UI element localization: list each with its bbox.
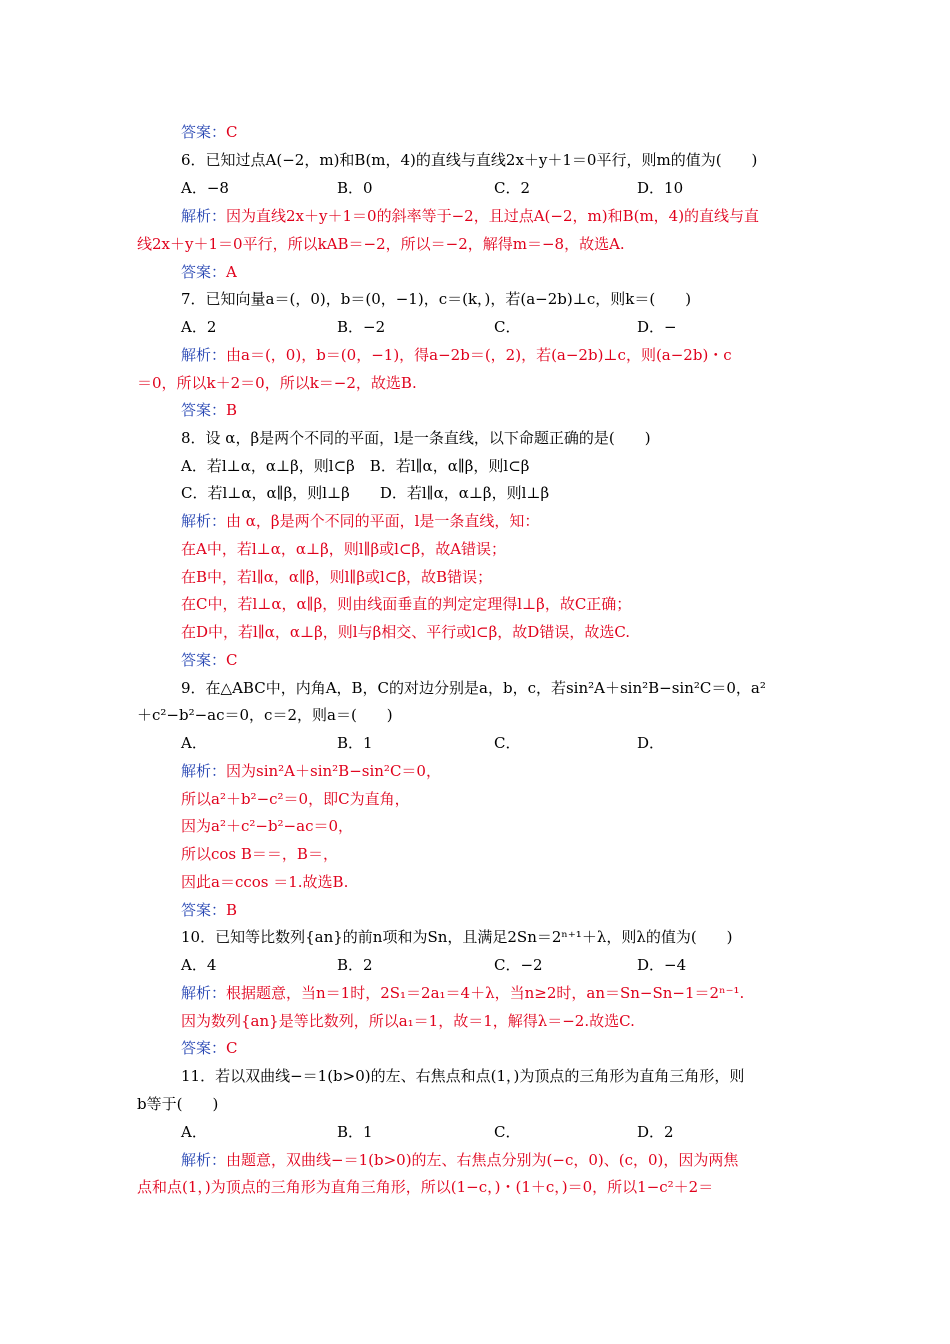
question-6: 6．已知过点A(−2，m)和B(m，4)的直线与直线2x＋y＋1＝0平行，则m的值为( ) — [181, 151, 758, 169]
solution-text: 因为直线2x＋y＋1＝0的斜率等于−2，且过点A(−2，m)和B(m，4)的直线与直 — [226, 207, 760, 225]
option-c: C． — [494, 318, 521, 336]
solution-8-line-5: 在D中，若l∥α，α⊥β，则l与β相交、平行或l⊂β，故D错误，故选C. — [181, 623, 631, 641]
question-7: 7．已知向量a＝(，0)，b＝(0，−1)，c＝(k，)，若(a−2b)⊥c，则k＝( ) — [181, 290, 692, 308]
option-c: C．2 — [494, 179, 531, 197]
solution-10-line-1 — [181, 982, 744, 1004]
question-11-line-1: 11．若以双曲线−＝1(b>0)的左、右焦点和点(1，)为顶点的三角形为直角三角形，则 — [181, 1067, 745, 1085]
option-a: A．4 — [181, 956, 217, 974]
option-b: B．2 — [337, 956, 373, 974]
solution-label: 解析： — [181, 762, 227, 780]
option-b: B．1 — [337, 734, 373, 752]
solution-6-line-2: 线2x＋y＋1＝0平行，所以kAB＝−2，所以＝−2，解得m＝−8，故选A. — [137, 235, 625, 253]
option-c: C． — [494, 1123, 521, 1141]
solution-label: 解析： — [181, 1151, 227, 1169]
solution-11-line-1 — [181, 1149, 738, 1171]
solution-6-line-1 — [181, 205, 759, 227]
question-10-options — [181, 954, 801, 976]
question-9-line-1: 9．在△ABC中，内角A，B，C的对边分别是a，b，c，若sin²A＋sin²B−sin²C＝0，a² — [181, 679, 766, 697]
answer-label: 答案： — [181, 263, 227, 281]
answer-5 — [181, 121, 238, 143]
answer-9 — [181, 899, 237, 921]
answer-6 — [181, 261, 237, 283]
question-8-options-ab: A．若l⊥α，α⊥β，则l⊂β B．若l∥α，α∥β，则l⊂β — [181, 457, 530, 475]
question-8: 8．设 α，β是两个不同的平面，l是一条直线，以下命题正确的是( ) — [181, 429, 651, 447]
option-d: D．2 — [637, 1123, 674, 1141]
option-a: A． — [181, 1123, 207, 1141]
solution-10-line-2: 因为数列{an}是等比数列，所以a₁＝1，故＝1，解得λ＝−2.故选C. — [181, 1012, 635, 1030]
option-b: B．1 — [337, 1123, 373, 1141]
solution-label: 解析： — [181, 512, 227, 530]
option-d: D．−4 — [637, 956, 687, 974]
answer-7 — [181, 399, 237, 421]
solution-text: 由a＝(，0)，b＝(0，−1)，得a−2b＝(，2)，若(a−2b)⊥c，则(a−2b)・c — [226, 346, 732, 364]
option-a: A．2 — [181, 318, 217, 336]
question-6-options — [181, 177, 801, 199]
option-d: D．− — [637, 318, 677, 336]
option-a: A． — [181, 734, 207, 752]
solution-8-line-4: 在C中，若l⊥α，α∥β，则由线面垂直的判定定理得l⊥β，故C正确； — [181, 595, 632, 613]
solution-9-line-5: 因此a＝ccos ＝1.故选B. — [181, 873, 349, 891]
question-10: 10．已知等比数列{an}的前n项和为Sn，且满足2Sn＝2ⁿ⁺¹＋λ，则λ的值为( ) — [181, 928, 733, 946]
answer-value: B — [226, 401, 238, 419]
answer-label: 答案： — [181, 1039, 227, 1057]
solution-label: 解析： — [181, 984, 227, 1002]
answer-value: C — [226, 123, 238, 141]
option-a: A．−8 — [181, 179, 229, 197]
solution-7-line-1 — [181, 344, 732, 366]
solution-9-line-4: 所以cos B＝＝，B＝， — [181, 845, 338, 863]
answer-value: C — [226, 1039, 238, 1057]
solution-9-line-1 — [181, 760, 441, 782]
answer-label: 答案： — [181, 123, 227, 141]
solution-text: 根据题意，当n＝1时，2S₁＝2a₁＝4＋λ，当n≥2时，an＝Sn−Sn−1＝2ⁿ⁻¹. — [226, 984, 745, 1002]
question-11-options — [181, 1121, 801, 1143]
question-7-options — [181, 316, 801, 338]
option-c: C．−2 — [494, 956, 543, 974]
answer-8 — [181, 649, 238, 671]
question-9-line-2: ＋c²−b²−ac＝0，c＝2，则a＝( ) — [137, 706, 393, 724]
answer-value: C — [226, 651, 238, 669]
solution-label: 解析： — [181, 346, 227, 364]
solution-8-line-2: 在A中，若l⊥α，α⊥β，则l∥β或l⊂β，故A错误； — [181, 540, 507, 558]
question-11-line-2: b等于( ) — [137, 1095, 219, 1113]
solution-8-line-3: 在B中，若l∥α，α∥β，则l∥β或l⊂β，故B错误； — [181, 568, 493, 586]
question-9-options — [181, 732, 801, 754]
solution-9-line-3: 因为a²＋c²−b²−ac＝0， — [181, 817, 354, 835]
solution-7-line-2: ＝0，所以k＋2＝0，所以k＝−2，故选B. — [137, 374, 417, 392]
answer-label: 答案： — [181, 651, 227, 669]
question-8-options-cd: C．若l⊥α，α∥β，则l⊥β D．若l∥α，α⊥β，则l⊥β — [181, 484, 550, 502]
solution-8-line-1 — [181, 510, 539, 532]
option-b: B．−2 — [337, 318, 386, 336]
solution-text: 由题意，双曲线−＝1(b>0)的左、右焦点分别为(−c，0)、(c，0)，因为两焦 — [226, 1151, 739, 1169]
answer-value: B — [226, 901, 238, 919]
solution-text: 因为sin²A＋sin²B−sin²C＝0， — [226, 762, 441, 780]
solution-text: 由 α，β是两个不同的平面，l是一条直线，知： — [226, 512, 540, 530]
solution-9-line-2: 所以a²＋b²−c²＝0，即C为直角， — [181, 790, 410, 808]
answer-10 — [181, 1037, 238, 1059]
option-d: D． — [637, 734, 665, 752]
option-d: D．10 — [637, 179, 684, 197]
answer-label: 答案： — [181, 901, 227, 919]
answer-label: 答案： — [181, 401, 227, 419]
option-b: B．0 — [337, 179, 373, 197]
solution-11-line-2: 点和点(1，)为顶点的三角形为直角三角形，所以(1−c，)・(1＋c，)＝0，所以1−c²＋2＝ — [137, 1178, 714, 1196]
solution-label: 解析： — [181, 207, 227, 225]
option-c: C． — [494, 734, 521, 752]
answer-value: A — [226, 263, 237, 281]
